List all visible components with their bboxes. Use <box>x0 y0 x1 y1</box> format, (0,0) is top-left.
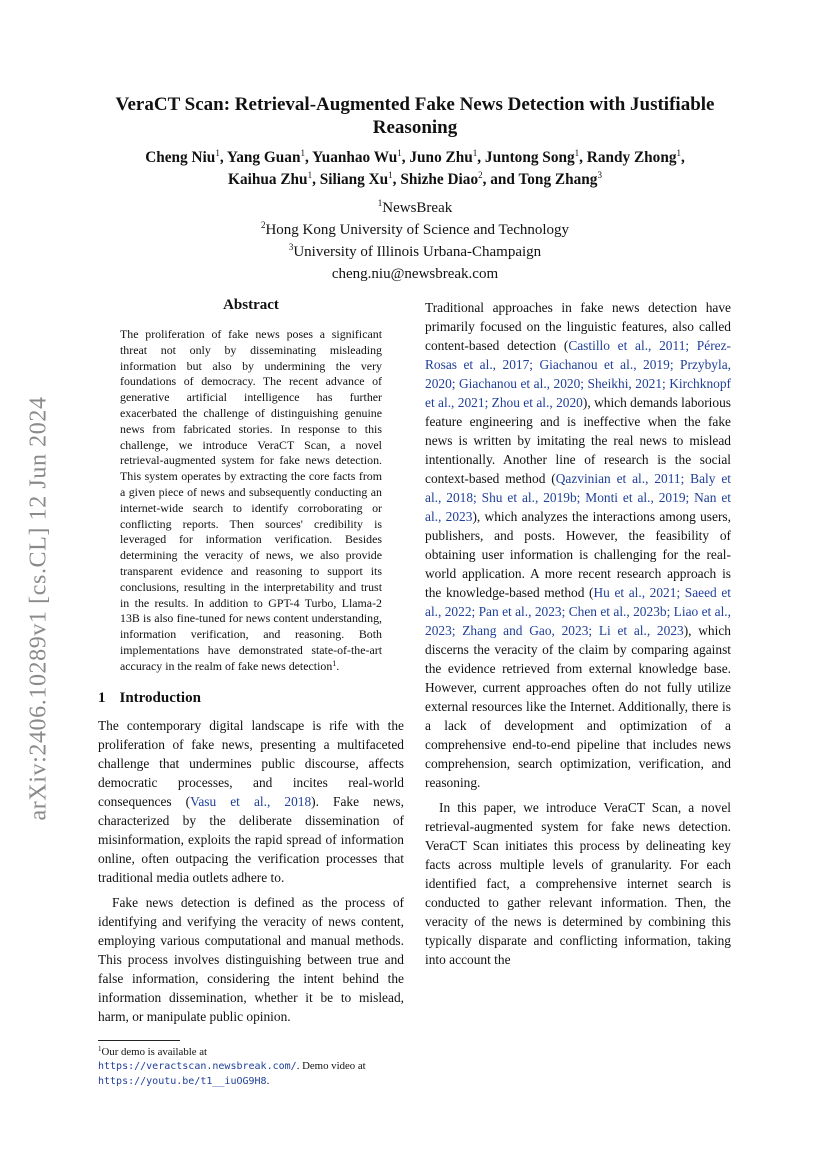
author-name: Siliang Xu <box>319 171 389 188</box>
affiliations <box>90 197 740 285</box>
author-name: Randy Zhong <box>586 149 677 166</box>
intro-paragraph-1: The contemporary digital landscape is rife with the proliferation of fake news, presenting a multifaceted challenge that undermines public discourse, affects democratic processes, and incites real-world consequences (Vasu et al., 2018). Fake news, characterized by the deliberate dissemination of misinformation, exploits the rapid spread of information online, often outpacing the verification processes that traditional media outlets adhere to. <box>98 717 404 885</box>
citation-link[interactable]: Vasu et al., 2018 <box>190 793 312 809</box>
citation-link[interactable]: Hu et al., 2021; Saeed et al., 2022; Pan et al., 2023; Chen et al., 2023b; Liao et al., 2023; Zhang and Gao, 2023; Li et al., 2023 <box>425 585 731 638</box>
intro-paragraph-2: Fake news detection is defined as the process of identifying and verifying the veracity of news content, employing various computational and manual methods. This process involves distinguishing between true and false information, considering the intent behind the information dissemination, whether it be to mislead, harm, or manipulate public opinion. <box>98 894 404 1024</box>
affiliation-marker: 1 <box>388 170 393 180</box>
arxiv-identifier <box>14 368 64 848</box>
author-list <box>90 147 740 191</box>
intro-paragraph-3: Traditional approaches in fake news detection have primarily focused on the linguistic features, also called content-based detection (Castillo et al., 2011; Pérez-Rosas et al., 2017; Giachanou et al., 2019; Przybyla, 2020; Giachanou et al., 2020; Sheikhi, 2021; Kirchknopf et al., 2021; Zhou et al., 2020), which demands laborious feature engineering and is ineffective when the fake news is written by imitating the real news to mislead intentionally. Another line of research is the social context-based method (Qazvinian et al., 2011; Baly et al., 2018; Shu et al., 2019b; Monti et al., 2019; Nan et al., 2023), which analyzes the interactions among users, publishers, and posts. However, the feasibility of obtaining user information is challenging for the real-world application. A more recent research approach is the knowledge-based method (Hu et al., 2021; Saeed et al., 2022; Pan et al., 2023; Chen et al., 2023b; Liao et al., 2023; Zhang and Gao, 2023; Li et al., 2023), which discerns the veracity of the claim by comparing against the evidence retrieved from external knowledge base. However, current approaches often do not fully utilize external resources like the Internet. Additionally, there is a lack of development and optimization of a comprehensive end-to-end pipeline that includes news comprehension, search optimization, verification, and reasoning. <box>425 300 732 790</box>
author-line-1: Cheng Niu$^1$, Yang Guan$^1$, Yuanhao Wu$^1$, Juno Zhu$^1$, Juntong Song$^1$, Randy Zhong$^1$, <box>145 148 685 166</box>
abstract-text: The proliferation of fake news poses a significant threat not only by disseminating misleading information but also by undermining the very foundations of democracy. The recent advance of generative artificial intelligence has further exacerbated the challenge of distinguishing genuine news from fabricated stories. In response to this challenge, we introduce VeraCT Scan, a novel retrieval-augmented system for fake news detection. This system operates by extracting the core facts from a given piece of news and subsequently conducting an internet-wide search to identify corroborating or conflicting reports. Then sources' credibility is leveraged for information verification. Besides determining the veracity of news, we also provide transparent evidence and reasoning to support its conclusions, resulting in the interpretability and trust in the results. In addition to GPT-4 Turbo, Llama-2 13B is also fine-tuned for news content understanding, information verification, and reasoning. Both implementations have demonstrated state-of-the-art accuracy in the realm of fake news detection$^1$. <box>120 327 382 673</box>
intro-paragraph-4: In this paper, we introduce VeraCT Scan, a novel retrieval-augmented system for fake news detection. VeraCT Scan initiates this process by delineating key facts across multiple levels of granularity. For each identified fact, a comprehensive internet search is conducted to gather relevant information. Then, the veracity of the news is determined by combining this typically disparate and conflicting information, taking into account the <box>425 800 731 967</box>
affiliation-marker: 1 <box>676 148 681 158</box>
arxiv-identifier-text: arXiv:2406.10289v1 [cs.CL] 12 Jun 2024 <box>25 395 52 821</box>
affiliation-2: $^2$Hong Kong University of Science and Technology <box>260 220 570 238</box>
author-name: Juntong Song <box>484 149 575 166</box>
section-title: Introduction <box>119 689 201 706</box>
paper-header <box>90 93 740 285</box>
affiliation-marker: 1 <box>307 170 313 180</box>
section-number: 1 <box>98 689 106 706</box>
author-line-2: Kaihua Zhu$^1$, Siliang Xu$^1$, Shizhe Diao$^2$, and Tong Zhang$^3$ <box>228 170 602 188</box>
author-name: Yang Guan <box>226 149 301 166</box>
paper-title: VeraCT Scan: Retrieval-Augmented Fake News Detection with Justifiable Reasoning <box>115 94 715 138</box>
right-column <box>425 298 731 969</box>
affiliation-marker: 1 <box>397 148 402 158</box>
affiliation-3: $^3$University of Illinois Urbana-Champaign <box>288 242 542 260</box>
affiliation-marker: 3 <box>597 170 602 180</box>
left-column <box>98 296 404 1089</box>
affiliation-marker: 2 <box>478 170 483 180</box>
abstract-heading: Abstract <box>223 297 279 313</box>
affiliation-marker: 1 <box>300 148 305 158</box>
contact-email: cheng.niu@newsbreak.com <box>331 266 499 282</box>
affiliation-1: $^1$NewsBreak <box>377 198 453 216</box>
demo-url-link[interactable]: https://veractscan.newsbreak.com/ <box>98 1060 297 1072</box>
author-name: Cheng Niu <box>145 149 216 166</box>
affiliation-marker: 1 <box>215 148 220 158</box>
author-name: Tong Zhang <box>518 171 598 188</box>
footnote: $^1$Our demo is available at https://veractscan.newsbreak.com/. Demo video at https://youtu.be/t1__iuOG9H8. <box>98 1044 366 1087</box>
footnote-divider <box>98 1040 180 1041</box>
author-name: Yuanhao Wu <box>312 149 398 166</box>
author-name: Kaihua Zhu <box>228 171 308 188</box>
footnote-marker: 1 <box>332 658 337 668</box>
author-name: Shizhe Diao <box>400 171 479 188</box>
affiliation-marker: 1 <box>574 148 580 158</box>
citation-link[interactable]: Castillo et al., 2011; Pérez-Rosas et al., 2017; Giachanou et al., 2019; Przybyla, 2020; Giachanou et al., 2020; Sheikhi, 2021; Kirchknopf et al., 2021; Zhou et al., 2020 <box>425 338 732 410</box>
section-heading-introduction <box>98 689 404 708</box>
citation-link[interactable]: Qazvinian et al., 2011; Baly et al., 2018; Shu et al., 2019b; Monti et al., 2019; Nan et al., 2023 <box>425 471 731 524</box>
author-name: Juno Zhu <box>409 149 473 166</box>
video-url-link[interactable]: https://youtu.be/t1__iuOG9H8 <box>98 1075 267 1087</box>
affiliation-marker: 1 <box>472 148 478 158</box>
